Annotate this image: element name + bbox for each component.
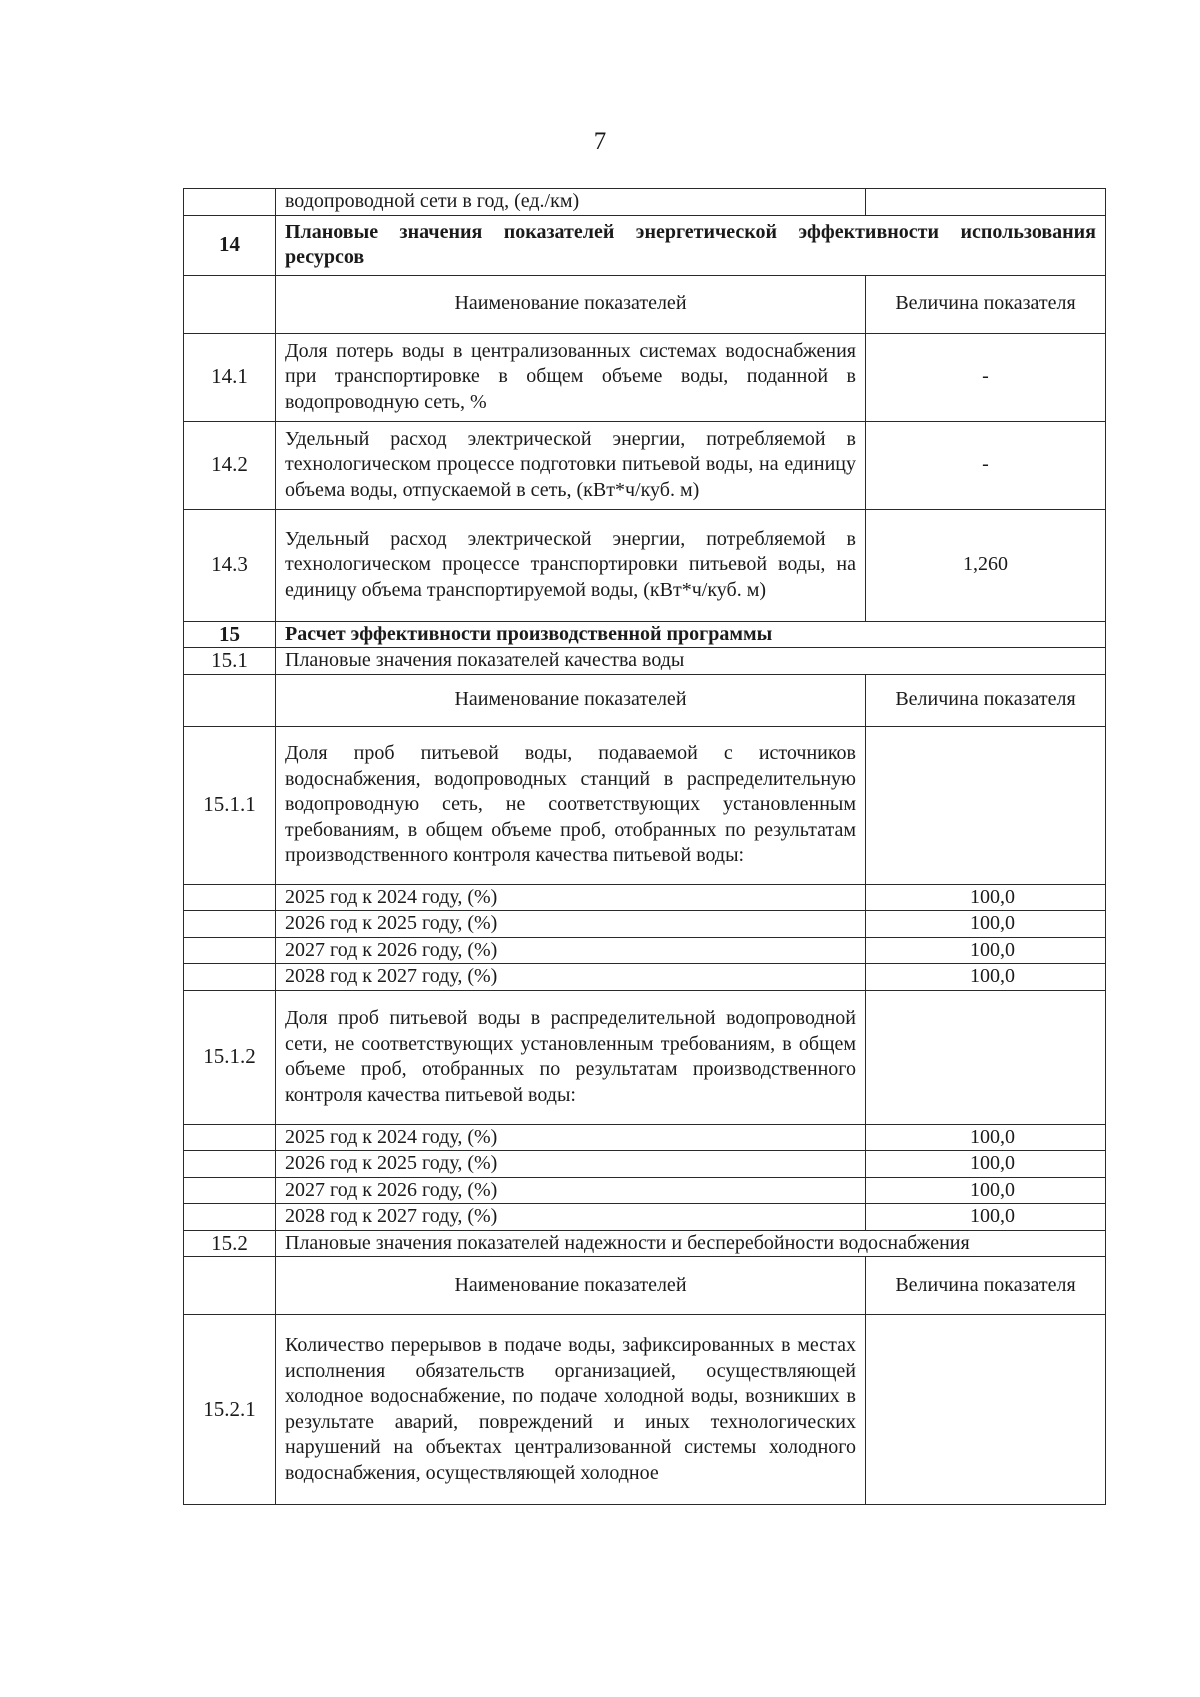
section-number: 15.2 (184, 1230, 276, 1257)
year-row (184, 1124, 1106, 1151)
empty-cell (184, 1177, 276, 1204)
section-number: 15 (184, 621, 276, 648)
section-title: Расчет эффективности производственной программы (276, 621, 1106, 648)
subsection-row-15-1 (184, 648, 1106, 675)
indicators-table (183, 188, 1106, 1505)
empty-cell (184, 1204, 276, 1231)
year-label: 2027 год к 2026 году, (%) (276, 937, 866, 964)
empty-cell (184, 1257, 276, 1315)
indicator-value (866, 726, 1106, 884)
section-title: Плановые значения показателей энергетической эффективности использования ресурсов (276, 215, 1106, 275)
year-row (184, 964, 1106, 991)
year-value: 100,0 (866, 1177, 1106, 1204)
table-row (184, 1315, 1106, 1505)
year-value: 100,0 (866, 937, 1106, 964)
empty-cell (184, 884, 276, 911)
section-number: 14 (184, 215, 276, 275)
row-number: 14.3 (184, 509, 276, 621)
column-header-value: Величина показателя (866, 1257, 1106, 1315)
section-row-15 (184, 621, 1106, 648)
indicator-value: - (866, 333, 1106, 421)
year-value: 100,0 (866, 884, 1106, 911)
year-row (184, 1204, 1106, 1231)
section-row-14 (184, 215, 1106, 275)
header-row (184, 1257, 1106, 1315)
year-row (184, 937, 1106, 964)
empty-cell (184, 937, 276, 964)
year-row (184, 911, 1106, 938)
indicator-value: 1,260 (866, 509, 1106, 621)
page-number: 7 (593, 128, 607, 155)
row-number: 14.2 (184, 421, 276, 509)
empty-cell (184, 674, 276, 726)
indicator-name: Удельный расход электрической энергии, потребляемой в технологическом процессе транспортировки питьевой воды, на единицу объема транспортируемой воды, (кВт*ч/куб. м) (276, 509, 866, 621)
year-value: 100,0 (866, 964, 1106, 991)
row-number: 15.2.1 (184, 1315, 276, 1505)
section-title: Плановые значения показателей надежности и бесперебойности водоснабжения (276, 1230, 1106, 1257)
year-label: 2026 год к 2025 году, (%) (276, 1151, 866, 1178)
row-number: 15.1.2 (184, 990, 276, 1124)
indicator-name: Удельный расход электрической энергии, потребляемой в технологическом процессе подготовки питьевой воды, на единицу объема воды, отпускаемой в сеть, (кВт*ч/куб. м) (276, 421, 866, 509)
year-label: 2027 год к 2026 году, (%) (276, 1177, 866, 1204)
empty-cell (184, 1151, 276, 1178)
indicator-name: Доля проб питьевой воды в распределительной водопроводной сети, не соответствующих установленным требованиям, в общем объеме проб, отобранных по результатам производственного контроля качества питьевой воды: (276, 990, 866, 1124)
table-row (184, 726, 1106, 884)
header-row (184, 674, 1106, 726)
empty-cell (184, 911, 276, 938)
empty-cell (184, 1124, 276, 1151)
indicator-name: Доля потерь воды в централизованных системах водоснабжения при транспортировке в общем объеме воды, поданной в водопроводную сеть, % (276, 333, 866, 421)
year-value: 100,0 (866, 1151, 1106, 1178)
indicator-name: Количество перерывов в подаче воды, зафиксированных в местах исполнения обязательств организацией, осуществляющей холодное водоснабжение, по подаче холодной воды, возникших в результате аварий, повреждений и иных технологических нарушений на объектах централизованной системы холодного водоснабжения, осуществляющей холодное (276, 1315, 866, 1505)
column-header-value: Величина показателя (866, 275, 1106, 333)
row-number: 15.1.1 (184, 726, 276, 884)
indicator-name: водопроводной сети в год, (ед./км) (276, 189, 866, 216)
year-value: 100,0 (866, 911, 1106, 938)
column-header-value: Величина показателя (866, 674, 1106, 726)
year-label: 2028 год к 2027 году, (%) (276, 1204, 866, 1231)
column-header-name: Наименование показателей (276, 275, 866, 333)
row-number (184, 189, 276, 216)
column-header-name: Наименование показателей (276, 1257, 866, 1315)
table-row (184, 509, 1106, 621)
indicator-value: - (866, 421, 1106, 509)
empty-cell (184, 964, 276, 991)
year-label: 2028 год к 2027 году, (%) (276, 964, 866, 991)
year-label: 2026 год к 2025 году, (%) (276, 911, 866, 938)
header-row (184, 275, 1106, 333)
indicator-value (866, 189, 1106, 216)
table-row (184, 421, 1106, 509)
table-row (184, 990, 1106, 1124)
empty-cell (184, 275, 276, 333)
section-number: 15.1 (184, 648, 276, 675)
section-title: Плановые значения показателей качества воды (276, 648, 1106, 675)
indicator-value (866, 1315, 1106, 1505)
year-value: 100,0 (866, 1124, 1106, 1151)
year-value: 100,0 (866, 1204, 1106, 1231)
table-row (184, 333, 1106, 421)
table-row (184, 189, 1106, 216)
indicator-name: Доля проб питьевой воды, подаваемой с источников водоснабжения, водопроводных станций в распределительную водопроводную сеть, не соответствующих установленным требованиям, в общем объеме проб, отобранных по результатам производственного контроля качества питьевой воды: (276, 726, 866, 884)
column-header-name: Наименование показателей (276, 674, 866, 726)
year-label: 2025 год к 2024 году, (%) (276, 1124, 866, 1151)
year-row (184, 1177, 1106, 1204)
row-number: 14.1 (184, 333, 276, 421)
year-label: 2025 год к 2024 году, (%) (276, 884, 866, 911)
subsection-row-15-2 (184, 1230, 1106, 1257)
indicator-value (866, 990, 1106, 1124)
year-row (184, 884, 1106, 911)
year-row (184, 1151, 1106, 1178)
